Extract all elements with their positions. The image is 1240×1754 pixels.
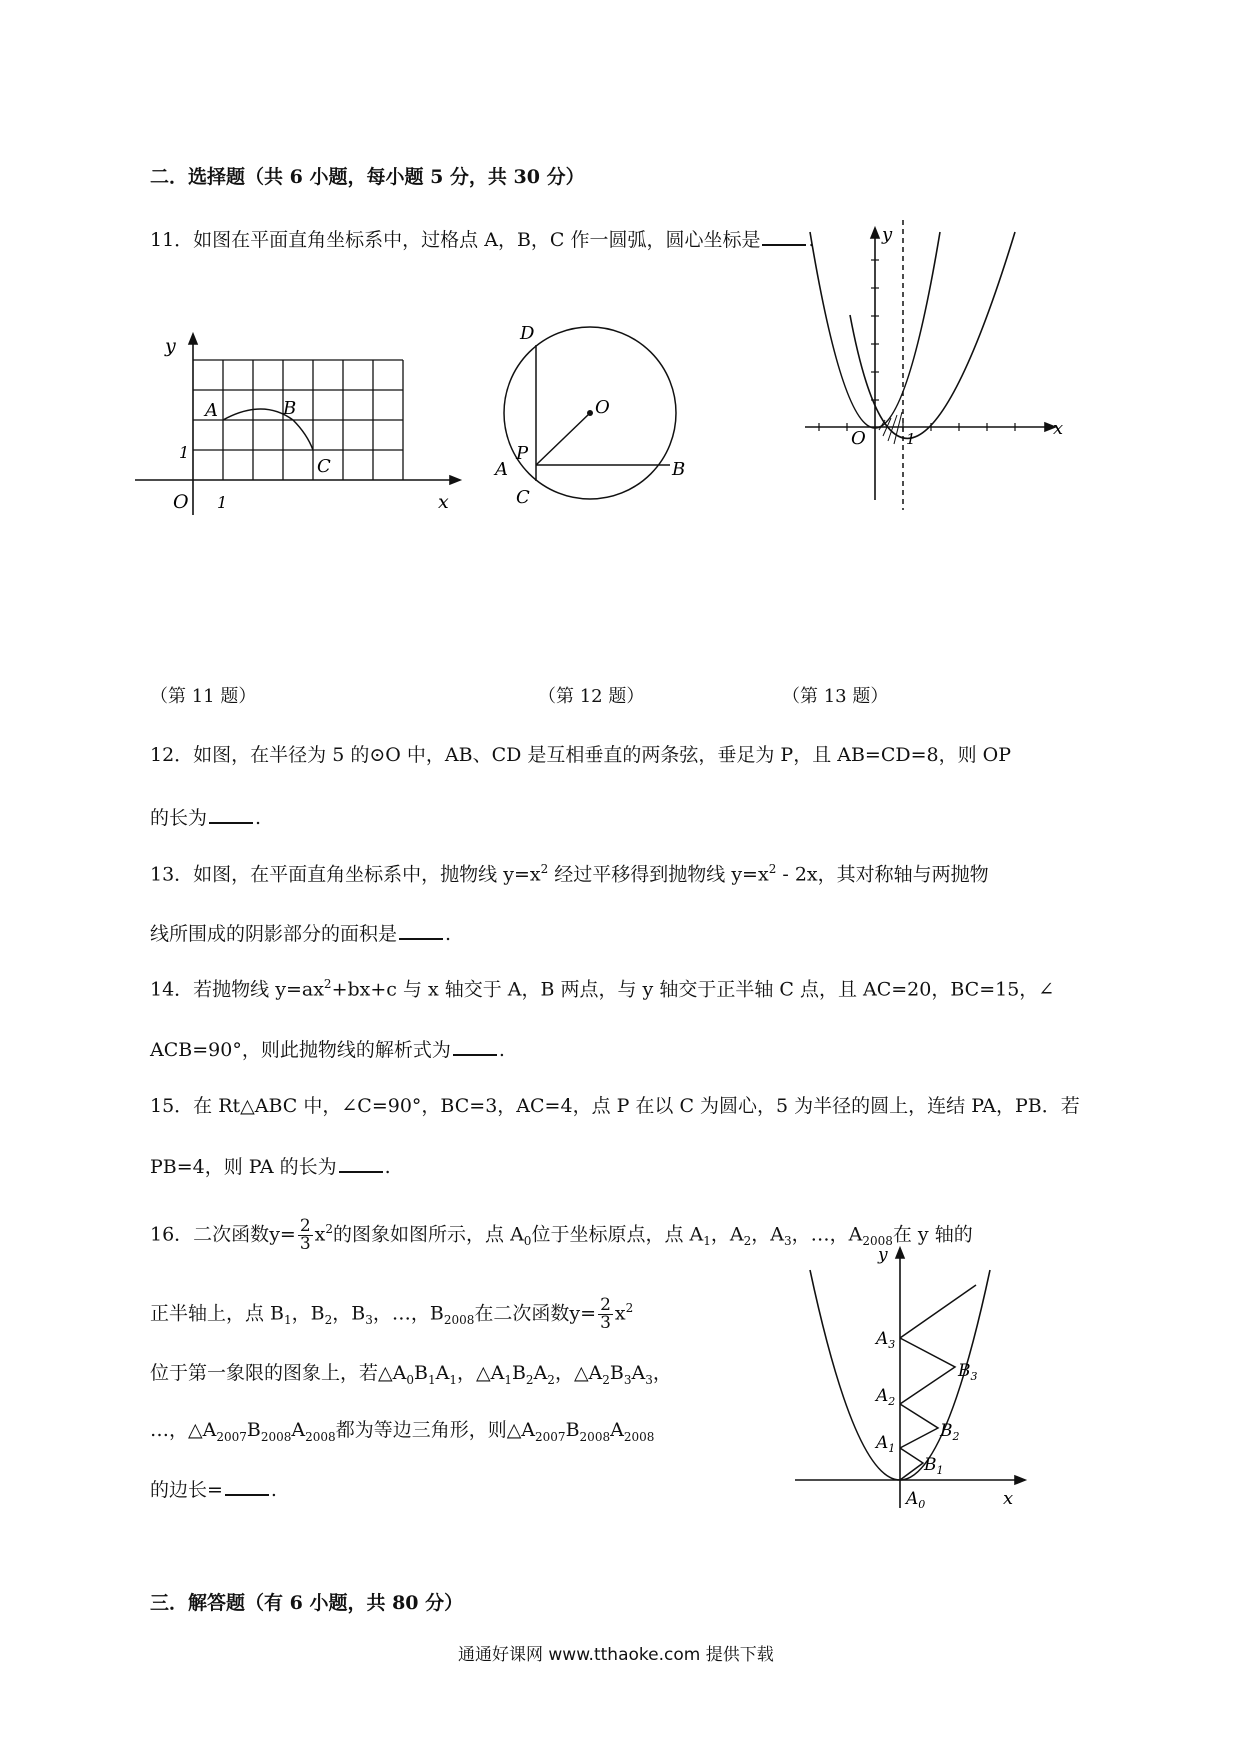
- q16-sub: 2: [324, 1313, 333, 1328]
- answer-blank: [399, 922, 443, 940]
- q16-sub: 2008: [443, 1313, 475, 1328]
- q16-l1-part-e: 在 y 轴的: [892, 1223, 973, 1246]
- fig12-point-d: D: [520, 323, 535, 344]
- fig12-point-o: O: [595, 397, 610, 418]
- q16-l2-part: 正半轴上，点 B: [150, 1302, 285, 1325]
- question-16-line3: [150, 1364, 672, 1386]
- q16-sub: 3: [783, 1234, 792, 1249]
- answer-blank: [225, 1478, 269, 1496]
- q16-l1-sep: ，A: [751, 1223, 784, 1246]
- question-13-line1: [150, 863, 989, 884]
- q16-l4-part: B: [246, 1419, 261, 1441]
- question-13-line2: [150, 922, 451, 944]
- q16-numerator: 2: [600, 1294, 611, 1315]
- question-16-line5: [150, 1478, 277, 1500]
- fig11-x-label: x: [438, 491, 449, 513]
- q14-part-a: 14．若抛物线 y=ax: [150, 978, 324, 1001]
- q16-sub: 2: [743, 1234, 752, 1249]
- q14-text: ACB=90°，则此抛物线的解析式为: [150, 1039, 451, 1061]
- figure-12: [480, 315, 700, 525]
- q16-l3-part: B: [413, 1362, 428, 1384]
- fig12-center-dot: [587, 410, 593, 416]
- q16-sup: 2: [325, 1222, 334, 1236]
- q13-text: 线所围成的阴影部分的面积是: [150, 923, 398, 945]
- q16-sub: 1: [427, 1372, 436, 1387]
- q15-end: .: [384, 1156, 391, 1178]
- q16-l1-part-a: 16．二次函数: [150, 1223, 270, 1246]
- q16-l1-part-d: ，…，A: [791, 1223, 863, 1246]
- fig16-b1-label: $B_1$: [924, 1455, 944, 1477]
- q14-end: .: [498, 1039, 505, 1061]
- fig16-a2-label: $A_2$: [876, 1386, 896, 1408]
- fig16-x-label: x: [1003, 1488, 1014, 1509]
- fig13-y-label: y: [882, 224, 893, 245]
- q16-fraction: [298, 1215, 313, 1254]
- fig16-b2-label: $B_2$: [940, 1421, 960, 1443]
- section2-title: 二．选择题（共 6 小题，每小题 5 分，共 30 分）: [150, 166, 585, 188]
- q16-sub: 1: [449, 1372, 457, 1387]
- q16-l2-part: ，B: [291, 1302, 325, 1325]
- q16-l2-part: ，…，B: [372, 1302, 444, 1325]
- q16-sub: 2008: [623, 1429, 655, 1444]
- figure-16: [790, 1240, 1030, 1520]
- fig16-y-label: y: [878, 1245, 888, 1265]
- q16-sub: 2: [602, 1372, 610, 1387]
- q16-sub: 0: [406, 1372, 414, 1387]
- fig16-b3-label: $B_3$: [958, 1361, 978, 1383]
- page-footer: 通通好课网 www.tthaoke.com 提供下载: [458, 1645, 774, 1665]
- question-16-line2: [150, 1288, 634, 1333]
- q13-part-a: 13．如图，在平面直角坐标系中，抛物线 y=x: [150, 863, 541, 886]
- fig11-y-label: y: [165, 335, 176, 357]
- q16-l4-part: B: [565, 1419, 580, 1441]
- q16-denominator: 3: [299, 1233, 311, 1254]
- question-11: [150, 228, 815, 250]
- q16-sub: 2: [547, 1372, 555, 1387]
- fig13-x-label: x: [1053, 418, 1064, 439]
- q16-sub: 1: [703, 1234, 711, 1249]
- fig11-one-y: 1: [179, 443, 190, 462]
- q16-denominator: 3: [600, 1312, 611, 1333]
- question-12-end: .: [255, 807, 262, 829]
- q15-text: PB=4，则 PA 的长为: [150, 1156, 337, 1178]
- fig11-origin-label: O: [173, 491, 189, 513]
- caption-11: （第 11 题）: [150, 686, 257, 707]
- question-12-line1: 12．如图，在半径为 5 的⊙O 中，AB、CD 是互相垂直的两条弦，垂足为 P，且 AB=CD=8，则 OP: [150, 744, 1012, 766]
- question-14-line1: [150, 978, 1054, 999]
- q16-l3-part: A: [631, 1362, 646, 1384]
- q16-sub: 0: [523, 1234, 532, 1249]
- q16-sub: 2008: [305, 1429, 336, 1444]
- question-12-line2: [150, 806, 261, 828]
- q16-sub: 1: [284, 1313, 292, 1328]
- fig11-point-c: C: [317, 456, 331, 477]
- q16-sub: 2007: [216, 1429, 247, 1444]
- q16-l2-part: 在二次函数: [474, 1302, 570, 1325]
- q16-l4-part: A: [291, 1419, 306, 1441]
- q16-sub: 3: [365, 1313, 373, 1328]
- q13-end: .: [445, 923, 452, 945]
- q16-sub: 2007: [535, 1429, 566, 1444]
- figure-13: [795, 220, 1075, 510]
- q16-y-eq: y=: [269, 1223, 296, 1246]
- fig16-a0-label: $A_0$: [906, 1489, 926, 1511]
- fig12-point-a: A: [495, 459, 508, 480]
- q16-sub: 1: [504, 1372, 512, 1387]
- q16-sub: 3: [623, 1372, 632, 1387]
- q16-x: x: [614, 1302, 626, 1325]
- question-11-end: .: [808, 229, 815, 251]
- q16-l3-part: ，△A: [456, 1362, 505, 1384]
- figure-11: [135, 330, 465, 520]
- q14-sup: 2: [323, 977, 332, 991]
- q16-numerator: 2: [299, 1215, 311, 1236]
- q16-l3-part: B: [609, 1362, 624, 1384]
- answer-blank: [209, 806, 253, 824]
- fig12-point-p: P: [516, 443, 529, 464]
- q16-l3-part: A: [533, 1362, 548, 1384]
- q16-l1-part-c: 位于坐标原点，点 A: [531, 1223, 704, 1246]
- q16-l1-sep: ，A: [710, 1223, 744, 1246]
- q13-sup-2: 2: [768, 862, 777, 876]
- fig11-one-x: 1: [217, 493, 228, 512]
- caption-12: （第 12 题）: [538, 686, 645, 707]
- fig12-point-c: C: [516, 487, 530, 508]
- question-16-line4: [150, 1421, 654, 1443]
- fig12-point-b: B: [672, 459, 686, 480]
- q13-part-b: 经过平移得到抛物线 y=x: [554, 863, 769, 886]
- q16-sub: 2008: [579, 1429, 611, 1444]
- fig11-point-a: A: [205, 400, 218, 421]
- q16-l1-part-b: 的图象如图所示，点 A: [333, 1223, 524, 1246]
- q16-l3-part: ，△A: [554, 1362, 603, 1384]
- q16-l4-part: …，△A: [150, 1419, 217, 1441]
- q16-l4-part: 都为等边三角形，则△A: [335, 1419, 536, 1441]
- q16-fraction: [598, 1294, 613, 1333]
- question-14-line2: [150, 1038, 505, 1060]
- q14-part-b: +bx+c 与 x 轴交于 A，B 两点，与 y 轴交于正半轴 C 点，且 AC=20，BC=15，∠: [331, 978, 1055, 1001]
- q16-end: .: [270, 1479, 277, 1501]
- fig16-a1-label: $A_1$: [876, 1433, 896, 1455]
- q16-sup: 2: [625, 1301, 634, 1315]
- q16-sub: 2: [525, 1372, 534, 1387]
- q16-l4-part: A: [610, 1419, 624, 1441]
- q16-l3-part: 位于第一象限的图象上，若△A: [150, 1362, 407, 1384]
- q16-l3-part: B: [511, 1362, 526, 1384]
- q16-y-eq: y=: [569, 1302, 597, 1325]
- q16-sub: 3: [645, 1372, 653, 1387]
- fig13-origin-label: O: [851, 428, 866, 449]
- fig16-a3-label: $A_3$: [876, 1329, 896, 1351]
- caption-13: （第 13 题）: [782, 686, 889, 707]
- q16-l3-part: ，: [652, 1362, 672, 1384]
- q16-l5-text: 的边长=: [150, 1479, 223, 1501]
- fig13-one-label: 1: [906, 430, 916, 448]
- question-15-line1: 15．在 Rt△ABC 中，∠C=90°，BC=3，AC=4，点 P 在以 C 为圆心，5 为半径的圆上，连结 PA，PB．若: [150, 1095, 1080, 1117]
- answer-blank: [339, 1155, 383, 1173]
- answer-blank: [453, 1038, 497, 1056]
- q16-l3-part: A: [435, 1362, 450, 1384]
- section3-title: 三．解答题（有 6 小题，共 80 分）: [150, 1592, 464, 1614]
- question-11-text: 11．如图在平面直角坐标系中，过格点 A，B，C 作一圆弧，圆心坐标是: [150, 229, 761, 251]
- q16-x: x: [314, 1223, 326, 1246]
- q16-sub: 2008: [862, 1234, 893, 1249]
- q13-sup-1: 2: [540, 862, 549, 876]
- q13-part-c: - 2x，其对称轴与两抛物: [776, 863, 989, 886]
- fig11-point-b: B: [283, 398, 297, 419]
- q16-l2-part: ，B: [332, 1302, 366, 1325]
- q16-sub: 2008: [260, 1429, 292, 1444]
- question-15-line2: [150, 1155, 391, 1177]
- question-12-text: 的长为: [150, 807, 208, 829]
